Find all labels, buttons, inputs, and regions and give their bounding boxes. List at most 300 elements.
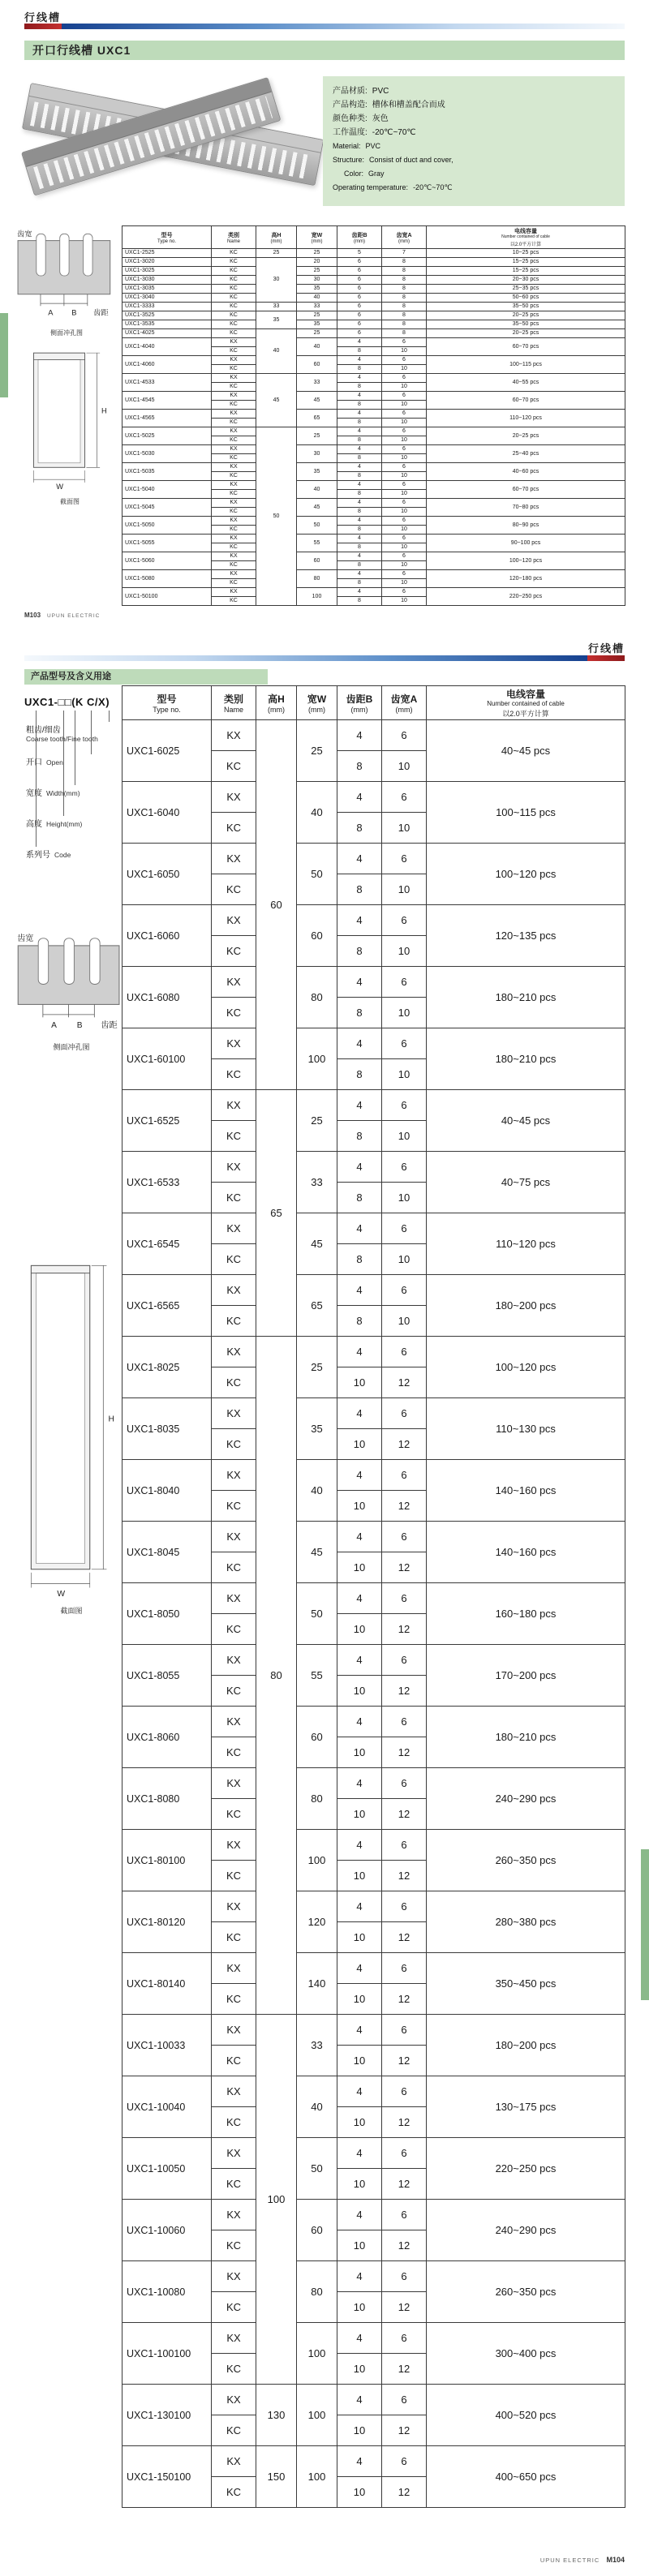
type-no-cell: UXC1-10033 — [122, 2015, 212, 2076]
name-cell: KX — [212, 720, 256, 751]
width-cell: 60 — [297, 2200, 337, 2261]
tooth-a-cell: 12 — [382, 1861, 427, 1891]
name-cell: KC — [212, 303, 256, 311]
tooth-a-cell: 12 — [382, 2477, 427, 2508]
width-cell: 100 — [297, 2446, 337, 2508]
pitch-b-cell: 4 — [337, 410, 382, 419]
name-cell: KC — [212, 543, 256, 552]
width-cell: 33 — [297, 303, 337, 311]
width-cell: 25 — [297, 720, 337, 782]
name-cell: KX — [212, 1707, 256, 1737]
name-cell: KC — [212, 874, 256, 905]
tooth-a-cell: 6 — [382, 2076, 427, 2107]
tooth-pitch-label: 齿距 — [101, 1020, 118, 1030]
tooth-a-cell: 6 — [382, 2015, 427, 2046]
tooth-a-cell: 6 — [382, 1398, 427, 1429]
width-cell: 50 — [297, 1583, 337, 1645]
tooth-a-cell: 8 — [382, 258, 427, 267]
name-cell: KC — [212, 1244, 256, 1275]
height-cell: 80 — [256, 1337, 297, 2015]
spec-row-UXC1-5035-KX — [122, 463, 625, 472]
width-cell: 50 — [297, 2138, 337, 2200]
width-cell: 45 — [297, 392, 337, 410]
col-header-pitch-b: 齿距B (mm) — [337, 686, 382, 720]
width-cell: 35 — [297, 320, 337, 329]
spec-row-UXC1-4533-KX — [122, 374, 625, 383]
col-header-capacity: 电线容量 Number contained of cable 以2.0平方计算 — [427, 226, 625, 249]
pitch-b-cell: 6 — [337, 276, 382, 285]
type-no-cell: UXC1-3030 — [122, 276, 212, 285]
width-cell: 80 — [297, 570, 337, 588]
spec-row-UXC1-8080-KX — [122, 1768, 625, 1799]
tooth-a-cell: 10 — [382, 401, 427, 410]
tooth-a-cell: 10 — [382, 1059, 427, 1090]
spec-row-UXC1-5030-KX — [122, 445, 625, 454]
pitch-b-cell: 6 — [337, 258, 382, 267]
pitch-b-cell: 8 — [337, 1059, 382, 1090]
width-cell: 60 — [297, 552, 337, 570]
pitch-b-cell: 5 — [337, 249, 382, 258]
tooth-a-cell: 10 — [382, 561, 427, 570]
tooth-a-cell: 7 — [382, 249, 427, 258]
name-cell: KC — [212, 294, 256, 303]
width-cell: 33 — [297, 374, 337, 392]
spec-row-UXC1-5040-KX — [122, 481, 625, 490]
name-cell: KX — [212, 905, 256, 936]
name-cell: KX — [212, 356, 256, 365]
type-no-cell: UXC1-8060 — [122, 1707, 212, 1768]
pitch-b-cell: 8 — [337, 419, 382, 427]
pitch-b-cell: 4 — [337, 1152, 382, 1183]
name-cell: KX — [212, 844, 256, 874]
spec-row-UXC1-80120-KX — [122, 1891, 625, 1922]
pitch-b-cell: 4 — [337, 552, 382, 561]
pitch-b-cell: 8 — [337, 998, 382, 1028]
pitch-b-cell: 6 — [337, 267, 382, 276]
type-no-cell: UXC1-8050 — [122, 1583, 212, 1645]
spec-row-UXC1-5045-KX — [122, 499, 625, 508]
name-cell: KX — [212, 570, 256, 579]
capacity-cell: 35~50 pcs — [427, 303, 625, 311]
width-cell: 25 — [297, 267, 337, 276]
height-cell: 45 — [256, 374, 297, 427]
tooth-a-cell: 10 — [382, 998, 427, 1028]
name-cell: KX — [212, 1275, 256, 1306]
capacity-cell: 110~120 pcs — [427, 1213, 625, 1275]
pitch-b-cell: 4 — [337, 499, 382, 508]
tooth-a-cell: 6 — [382, 1337, 427, 1367]
height-cell: 150 — [256, 2446, 297, 2508]
type-no-cell: UXC1-8025 — [122, 1337, 212, 1398]
capacity-cell: 240~290 pcs — [427, 1768, 625, 1830]
pitch-b-cell: 6 — [337, 329, 382, 338]
pitch-b-cell: 10 — [337, 1676, 382, 1707]
tooth-a-cell: 12 — [382, 2169, 427, 2200]
capacity-cell: 180~200 pcs — [427, 1275, 625, 1337]
tooth-a-cell: 12 — [382, 2107, 427, 2138]
pitch-b-cell: 4 — [337, 720, 382, 751]
name-cell: KC — [212, 454, 256, 463]
name-cell: KX — [212, 499, 256, 508]
type-no-cell: UXC1-10050 — [122, 2138, 212, 2200]
tooth-a-cell: 6 — [382, 1891, 427, 1922]
tooth-a-cell: 10 — [382, 751, 427, 782]
header-bar-red-segment — [24, 24, 62, 29]
width-cell: 60 — [297, 356, 337, 374]
type-no-cell: UXC1-3025 — [122, 267, 212, 276]
tooth-a-cell: 10 — [382, 579, 427, 588]
capacity-cell: 100~115 pcs — [427, 356, 625, 374]
tooth-a-cell: 12 — [382, 1614, 427, 1645]
info-row-color-cn: 颜色种类: 灰色 — [333, 114, 389, 123]
name-cell: KC — [212, 1367, 256, 1398]
capacity-cell: 240~290 pcs — [427, 2200, 625, 2261]
side-punch-diagram-caption: 侧面冲孔图 — [53, 1043, 90, 1051]
table-header-row — [122, 686, 625, 720]
spec-row-UXC1-8055-KX — [122, 1645, 625, 1676]
name-cell: KX — [212, 2015, 256, 2046]
pitch-b-cell: 8 — [337, 526, 382, 535]
pitch-b-cell: 10 — [337, 1861, 382, 1891]
pitch-b-cell: 4 — [337, 1645, 382, 1676]
capacity-cell: 260~350 pcs — [427, 1830, 625, 1891]
pitch-b-cell: 4 — [337, 2261, 382, 2292]
pitch-b-cell: 4 — [337, 445, 382, 454]
name-cell: KC — [212, 1614, 256, 1645]
capacity-cell: 20~30 pcs — [427, 276, 625, 285]
spec-row-UXC1-4025 — [122, 329, 625, 338]
capacity-cell: 220~250 pcs — [427, 588, 625, 606]
name-cell: KC — [212, 1491, 256, 1522]
col-header-width: 宽W (mm) — [297, 226, 337, 249]
header-bar-red-segment — [587, 655, 625, 661]
width-cell: 33 — [297, 2015, 337, 2076]
tooth-a-cell: 6 — [382, 2385, 427, 2415]
pitch-b-cell: 8 — [337, 813, 382, 844]
spec-row-UXC1-10040-KX — [122, 2076, 625, 2107]
spec-row-UXC1-80100-KX — [122, 1830, 625, 1861]
info-row-structure-en: Structure: Consist of duct and cover, — [333, 156, 453, 164]
name-cell: KX — [212, 1213, 256, 1244]
width-cell: 60 — [297, 905, 337, 967]
pitch-b-cell: 4 — [337, 481, 382, 490]
width-cell: 55 — [297, 1645, 337, 1707]
spec-row-UXC1-10033-KX — [122, 2015, 625, 2046]
type-no-cell: UXC1-3525 — [122, 311, 212, 320]
col-header-tooth-a: 齿宽A (mm) — [382, 686, 427, 720]
name-cell: KC — [212, 320, 256, 329]
type-no-cell: UXC1-60100 — [122, 1028, 212, 1090]
spec-table-uxc1-small — [122, 225, 625, 606]
capacity-cell: 20~25 pcs — [427, 311, 625, 320]
col-header-name: 类别 Name — [212, 686, 256, 720]
dim-b-label: B — [76, 1020, 83, 1030]
spec-row-UXC1-8025-KX — [122, 1337, 625, 1367]
type-no-cell: UXC1-3040 — [122, 294, 212, 303]
name-cell: KC — [212, 2415, 256, 2446]
dim-h-label: H — [101, 406, 107, 415]
type-no-cell: UXC1-5060 — [122, 552, 212, 570]
spec-row-UXC1-5050-KX — [122, 517, 625, 526]
spec-row-UXC1-10050-KX — [122, 2138, 625, 2169]
spec-row-UXC1-3040 — [122, 294, 625, 303]
tooth-a-cell: 6 — [382, 2446, 427, 2477]
col-header-width: 宽W (mm) — [297, 686, 337, 720]
page-number: M103 — [24, 612, 41, 619]
model-meaning-title: 产品型号及含义用途 — [24, 669, 268, 685]
brand-name: UPUN ELECTRIC — [539, 2557, 600, 2564]
col-header-type: 型号 Type no. — [122, 686, 212, 720]
model-label-tooth-type: 粗齿/细齿 Coarse tooth/Fine tooth — [26, 726, 98, 743]
capacity-cell: 40~55 pcs — [427, 374, 625, 392]
type-no-cell: UXC1-8045 — [122, 1522, 212, 1583]
tooth-a-cell: 6 — [382, 1953, 427, 1984]
tooth-a-cell: 10 — [382, 936, 427, 967]
tooth-a-cell: 12 — [382, 2230, 427, 2261]
pitch-b-cell: 4 — [337, 1398, 382, 1429]
height-cell: 65 — [256, 1090, 297, 1337]
capacity-cell: 260~350 pcs — [427, 2261, 625, 2323]
name-cell: KC — [212, 258, 256, 267]
capacity-cell: 20~25 pcs — [427, 329, 625, 338]
capacity-cell: 40~75 pcs — [427, 1152, 625, 1213]
pitch-b-cell: 10 — [337, 2292, 382, 2323]
col-header-type: 型号 Type no. — [122, 226, 212, 249]
width-cell: 45 — [297, 1213, 337, 1275]
spec-row-UXC1-80140-KX — [122, 1953, 625, 1984]
dim-b-label: B — [71, 308, 77, 317]
capacity-cell: 40~60 pcs — [427, 463, 625, 481]
height-cell: 100 — [256, 2015, 297, 2385]
capacity-cell: 280~380 pcs — [427, 1891, 625, 1953]
name-cell: KC — [212, 1121, 256, 1152]
cross-section-caption: 截面图 — [60, 498, 80, 505]
pitch-b-cell: 4 — [337, 1275, 382, 1306]
pitch-b-cell: 4 — [337, 392, 382, 401]
width-cell: 40 — [297, 338, 337, 356]
type-no-cell: UXC1-130100 — [122, 2385, 212, 2446]
name-cell: KC — [212, 249, 256, 258]
pitch-b-cell: 6 — [337, 285, 382, 294]
height-cell: 130 — [256, 2385, 297, 2446]
name-cell: KC — [212, 1861, 256, 1891]
width-cell: 100 — [297, 2323, 337, 2385]
tooth-a-cell: 8 — [382, 311, 427, 320]
tooth-a-cell: 10 — [382, 1306, 427, 1337]
header-bar-blue-gradient — [62, 24, 625, 29]
height-cell: 40 — [256, 329, 297, 374]
name-cell: KC — [212, 1306, 256, 1337]
type-no-cell: UXC1-8035 — [122, 1398, 212, 1460]
product-photo — [24, 67, 320, 222]
pitch-b-cell: 8 — [337, 508, 382, 517]
pitch-b-cell: 4 — [337, 588, 382, 597]
type-no-cell: UXC1-6080 — [122, 967, 212, 1028]
spec-row-UXC1-3030 — [122, 276, 625, 285]
pitch-b-cell: 4 — [337, 2323, 382, 2354]
spec-row-UXC1-6080-KX — [122, 967, 625, 998]
name-cell: KX — [212, 2323, 256, 2354]
capacity-cell: 20~25 pcs — [427, 427, 625, 445]
col-header-capacity: 电线容量 Number contained of cable 以2.0平方计算 — [427, 686, 625, 720]
pitch-b-cell: 4 — [337, 967, 382, 998]
spec-row-UXC1-6040-KX — [122, 782, 625, 813]
capacity-cell: 300~400 pcs — [427, 2323, 625, 2385]
tooth-a-cell: 8 — [382, 320, 427, 329]
pitch-b-cell: 10 — [337, 1984, 382, 2015]
page-footer — [535, 2556, 625, 2564]
type-no-cell: UXC1-6533 — [122, 1152, 212, 1213]
pitch-b-cell: 4 — [337, 517, 382, 526]
name-cell: KC — [212, 347, 256, 356]
tooth-a-cell: 12 — [382, 2415, 427, 2446]
col-header-name: 类别 Name — [212, 226, 256, 249]
catalog-page-m104 — [0, 637, 649, 2576]
pitch-b-cell: 4 — [337, 570, 382, 579]
pitch-b-cell: 8 — [337, 401, 382, 410]
name-cell: KC — [212, 1552, 256, 1583]
tooth-a-cell: 10 — [382, 472, 427, 481]
name-cell: KC — [212, 2292, 256, 2323]
tooth-a-cell: 6 — [382, 427, 427, 436]
type-no-cell: UXC1-150100 — [122, 2446, 212, 2508]
type-no-cell: UXC1-4565 — [122, 410, 212, 427]
name-cell: KX — [212, 588, 256, 597]
capacity-cell: 180~210 pcs — [427, 967, 625, 1028]
height-cell: 25 — [256, 249, 297, 258]
spec-table-uxc1-large — [122, 685, 625, 2508]
spec-row-UXC1-130100-KX — [122, 2385, 625, 2415]
width-cell: 100 — [297, 1028, 337, 1090]
spec-row-UXC1-8040-KX — [122, 1460, 625, 1491]
pitch-b-cell: 8 — [337, 347, 382, 356]
type-no-cell: UXC1-10060 — [122, 2200, 212, 2261]
tooth-a-cell: 6 — [382, 2261, 427, 2292]
name-cell: KC — [212, 1799, 256, 1830]
name-cell: KX — [212, 1953, 256, 1984]
width-cell: 25 — [297, 1337, 337, 1398]
name-cell: KC — [212, 1183, 256, 1213]
model-label-code: 系列号 Code — [26, 851, 71, 860]
pitch-b-cell: 4 — [337, 1583, 382, 1614]
connector-line — [109, 711, 110, 722]
pitch-b-cell: 10 — [337, 2107, 382, 2138]
tooth-a-cell: 6 — [382, 356, 427, 365]
product-info-panel — [323, 76, 625, 206]
tooth-a-cell: 10 — [382, 1121, 427, 1152]
pitch-b-cell: 6 — [337, 311, 382, 320]
spec-row-UXC1-10080-KX — [122, 2261, 625, 2292]
name-cell: KC — [212, 936, 256, 967]
pitch-b-cell: 4 — [337, 1830, 382, 1861]
tooth-a-cell: 6 — [382, 517, 427, 526]
pitch-b-cell: 4 — [337, 1090, 382, 1121]
width-cell: 40 — [297, 1460, 337, 1522]
width-cell: 80 — [297, 2261, 337, 2323]
width-cell: 100 — [297, 1830, 337, 1891]
spec-row-UXC1-8050-KX — [122, 1583, 625, 1614]
type-no-cell: UXC1-8055 — [122, 1645, 212, 1707]
width-cell: 40 — [297, 481, 337, 499]
pitch-b-cell: 4 — [337, 356, 382, 365]
type-no-cell: UXC1-3333 — [122, 303, 212, 311]
tooth-a-cell: 6 — [382, 338, 427, 347]
name-cell: KX — [212, 1337, 256, 1367]
section-title: 行线槽 — [24, 11, 62, 24]
pitch-b-cell: 8 — [337, 874, 382, 905]
pitch-b-cell: 4 — [337, 2385, 382, 2415]
spec-row-UXC1-5055-KX — [122, 535, 625, 543]
tooth-a-cell: 10 — [382, 597, 427, 606]
table-header-row — [122, 226, 625, 249]
info-row-material-cn: 产品材质: PVC — [333, 87, 389, 96]
tooth-a-cell: 6 — [382, 410, 427, 419]
col-header-height: 高H (mm) — [256, 226, 297, 249]
type-no-cell: UXC1-80100 — [122, 1830, 212, 1891]
pitch-b-cell: 8 — [337, 751, 382, 782]
dim-w-label: W — [56, 483, 64, 492]
tooth-a-cell: 12 — [382, 1491, 427, 1522]
tooth-a-cell: 12 — [382, 1429, 427, 1460]
info-row-material-en: Material: PVC — [333, 142, 381, 150]
spec-row-UXC1-6025-KX — [122, 720, 625, 751]
width-cell: 55 — [297, 535, 337, 552]
name-cell: KX — [212, 2261, 256, 2292]
tooth-profile-drawing — [16, 933, 127, 1036]
tooth-a-cell: 12 — [382, 1799, 427, 1830]
name-cell: KX — [212, 1028, 256, 1059]
capacity-cell: 180~210 pcs — [427, 1707, 625, 1768]
tooth-a-cell: 6 — [382, 481, 427, 490]
name-cell: KC — [212, 2107, 256, 2138]
name-cell: KX — [212, 535, 256, 543]
spec-row-UXC1-4060-KX — [122, 356, 625, 365]
name-cell: KC — [212, 311, 256, 320]
name-cell: KX — [212, 445, 256, 454]
type-no-cell: UXC1-4545 — [122, 392, 212, 410]
spec-row-UXC1-60100-KX — [122, 1028, 625, 1059]
pitch-b-cell: 8 — [337, 936, 382, 967]
capacity-cell: 35~50 pcs — [427, 320, 625, 329]
tooth-a-cell: 10 — [382, 383, 427, 392]
name-cell: KX — [212, 1522, 256, 1552]
spec-row-UXC1-100100-KX — [122, 2323, 625, 2354]
tooth-a-cell: 6 — [382, 720, 427, 751]
pitch-b-cell: 4 — [337, 374, 382, 383]
name-cell: KX — [212, 1152, 256, 1183]
pitch-b-cell: 4 — [337, 463, 382, 472]
pitch-b-cell: 4 — [337, 1707, 382, 1737]
tooth-a-cell: 6 — [382, 570, 427, 579]
dim-w-label: W — [57, 1589, 66, 1599]
tooth-a-cell: 6 — [382, 1028, 427, 1059]
tooth-a-cell: 6 — [382, 1213, 427, 1244]
model-label-open: 开口 Open — [26, 758, 63, 767]
capacity-cell: 220~250 pcs — [427, 2138, 625, 2200]
type-no-cell: UXC1-3035 — [122, 285, 212, 294]
side-punch-diagram-caption: 侧面冲孔图 — [50, 329, 83, 337]
pitch-b-cell: 4 — [337, 844, 382, 874]
page-footer — [24, 612, 105, 619]
product-title: 开口行线槽 UXC1 — [24, 41, 625, 60]
model-formula: UXC1-□□(K C/X) — [24, 696, 110, 708]
section-edge-tab — [641, 1849, 649, 2000]
name-cell: KX — [212, 374, 256, 383]
capacity-cell: 100~120 pcs — [427, 844, 625, 905]
section-title: 行线槽 — [587, 642, 625, 655]
tooth-a-cell: 10 — [382, 1183, 427, 1213]
pitch-b-cell: 8 — [337, 490, 382, 499]
